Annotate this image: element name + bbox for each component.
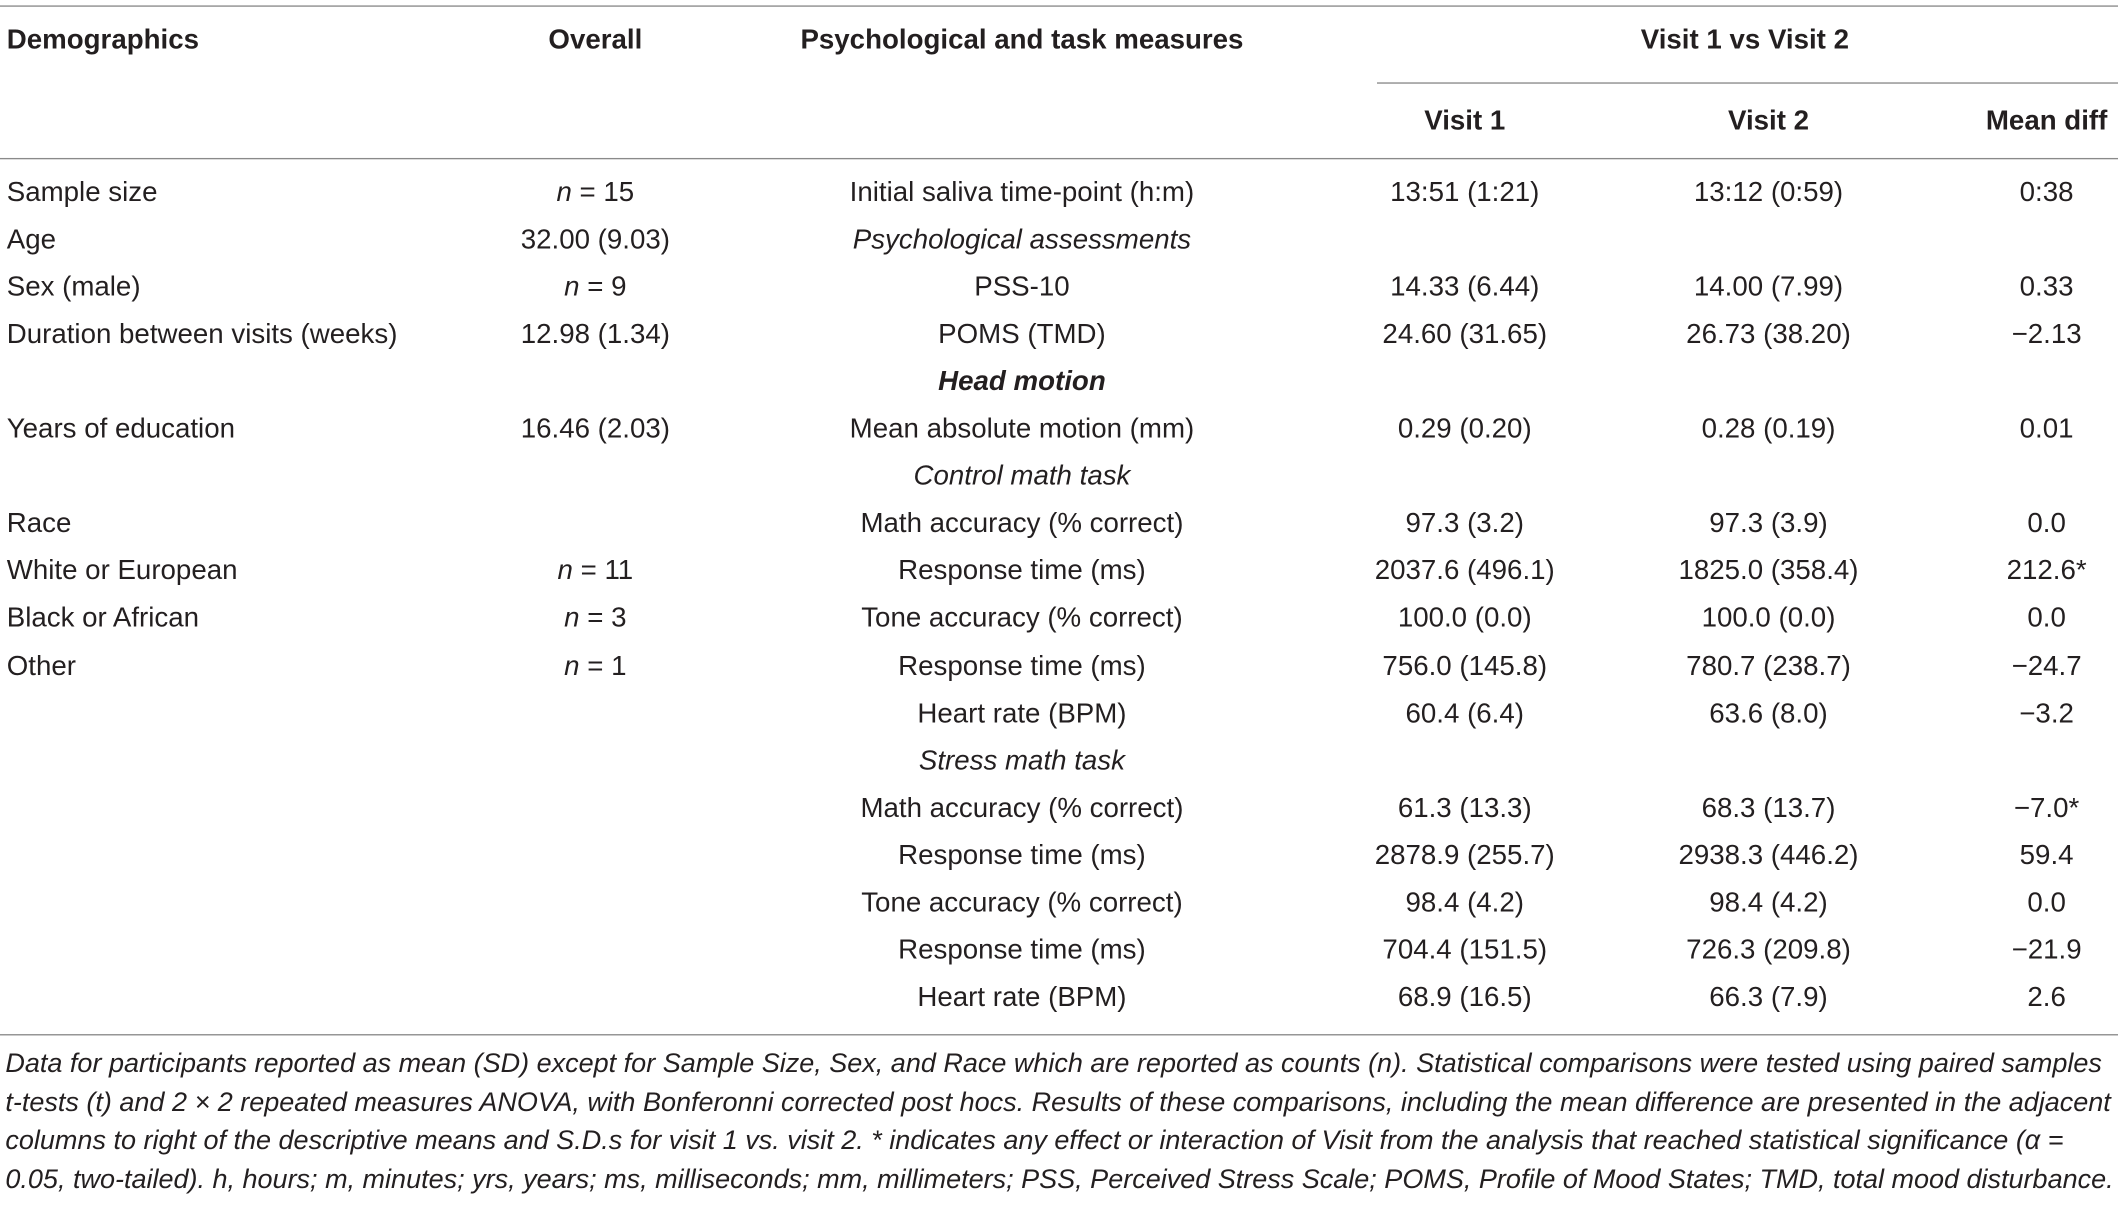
- mean-diff-value: 0:38: [2019, 176, 2074, 208]
- visit-group-rule: [1377, 82, 2118, 83]
- header-rule: [0, 158, 2118, 159]
- demographic-label: Years of education: [6, 413, 236, 445]
- mean-diff-value: 212.6*: [2006, 554, 2087, 586]
- header-measures: Psychological and task measures: [800, 24, 1244, 56]
- mean-diff-value: −21.9: [2011, 934, 2082, 966]
- demographic-label: White or European: [6, 554, 238, 586]
- demographic-label: Age: [6, 224, 57, 256]
- visit2-value: 14.00 (7.99): [1693, 271, 1844, 303]
- visit1-value: 68.9 (16.5): [1397, 981, 1532, 1013]
- demographic-value: 32.00 (9.03): [520, 224, 670, 256]
- demographic-label: Black or African: [6, 602, 200, 634]
- mean-diff-value: −24.7: [2011, 650, 2082, 682]
- measure-label: Heart rate (BPM): [917, 981, 1127, 1013]
- measure-label: Response time (ms): [898, 839, 1146, 871]
- visit1-value: 14.33 (6.44): [1390, 271, 1540, 303]
- mean-diff-value: 2.6: [2027, 981, 2066, 1013]
- demographic-value: 12.98 (1.34): [520, 318, 670, 350]
- header-visit1: Visit 1: [1424, 105, 1506, 137]
- visit2-value: 100.0 (0.0): [1701, 602, 1836, 634]
- visit2-value: 97.3 (3.9): [1709, 507, 1828, 539]
- demographic-value: n = 15: [556, 176, 635, 208]
- visit2-value: 1825.0 (358.4): [1678, 554, 1859, 586]
- visit2-value: 68.3 (13.7): [1701, 792, 1836, 824]
- measure-label: Math accuracy (% correct): [860, 507, 1184, 539]
- measure-label: Response time (ms): [898, 934, 1146, 966]
- top-rule: [0, 5, 2118, 6]
- table-footnote: Data for participants reported as mean (SD) except for Sample Size, Sex, and Race which are reported as counts (n). Statistical comparisons were tested using paired samples t-tests (t) and 2 × 2 repeated measures ANOVA, with Bonferonni corrected post hocs. Results of these comparisons, including the mean difference are presented in the adjacent columns to right of the descriptive means and S.D.s for visit 1 vs. visit 2. * indicates any effect or interaction of Visit from the analysis that reached statistical significance (α = 0.05, two-tailed). h, hours; m, minutes; yrs, years; ms, milliseconds; mm, millimeters; PSS, Perceived Stress Scale; POMS, Profile of Mood States; TMD, total mood disturbance.: [5, 1048, 2114, 1195]
- measure-label: Mean absolute motion (mm): [849, 413, 1195, 445]
- header-visit-group: Visit 1 vs Visit 2: [1640, 24, 1849, 56]
- demographic-label: Race: [6, 507, 72, 539]
- mean-diff-value: 0.0: [2027, 886, 2066, 918]
- demographic-label: Duration between visits (weeks): [6, 318, 398, 350]
- demographic-value: n = 11: [557, 554, 634, 586]
- visit1-value: 756.0 (145.8): [1382, 650, 1548, 682]
- measure-label: PSS-10: [974, 271, 1070, 303]
- demographic-value: n = 9: [564, 271, 627, 303]
- measure-label: Tone accuracy (% correct): [861, 886, 1183, 918]
- visit2-value: 98.4 (4.2): [1709, 886, 1828, 918]
- visit1-value: 2878.9 (255.7): [1374, 839, 1555, 871]
- visit2-value: 0.28 (0.19): [1701, 413, 1836, 445]
- demographic-label: Sex (male): [6, 271, 141, 303]
- mean-diff-value: 0.0: [2027, 507, 2066, 539]
- demographic-label: Sample size: [6, 176, 158, 208]
- demographic-value: n = 1: [564, 650, 627, 682]
- mean-diff-value: 0.33: [2019, 271, 2074, 303]
- section-heading: Control math task: [913, 460, 1131, 492]
- header-overall: Overall: [548, 24, 643, 56]
- measure-label: POMS (TMD): [938, 318, 1106, 350]
- visit1-value: 13:51 (1:21): [1390, 176, 1540, 208]
- mean-diff-value: 59.4: [2019, 839, 2074, 871]
- mean-diff-value: 0.01: [2019, 413, 2074, 445]
- header-demographics: Demographics: [6, 24, 199, 56]
- visit2-value: 63.6 (8.0): [1709, 697, 1828, 729]
- visit2-value: 26.73 (38.20): [1686, 318, 1851, 350]
- visit1-value: 60.4 (6.4): [1405, 697, 1524, 729]
- visit1-value: 98.4 (4.2): [1405, 886, 1524, 918]
- demographic-label: Other: [6, 650, 76, 682]
- measure-label: Initial saliva time-point (h:m): [849, 176, 1195, 208]
- header-mean-diff: Mean diff: [1985, 105, 2108, 137]
- visit1-value: 61.3 (13.3): [1397, 792, 1532, 824]
- mean-diff-value: 0.0: [2027, 602, 2066, 634]
- demographic-value: 16.46 (2.03): [520, 413, 670, 445]
- section-heading: Stress math task: [918, 745, 1125, 777]
- measure-label: Heart rate (BPM): [917, 697, 1127, 729]
- visit1-value: 97.3 (3.2): [1405, 507, 1524, 539]
- visit1-value: 704.4 (151.5): [1382, 934, 1548, 966]
- mean-diff-value: −3.2: [2019, 697, 2074, 729]
- visit1-value: 0.29 (0.20): [1397, 413, 1532, 445]
- measure-label: Response time (ms): [898, 650, 1146, 682]
- visit2-value: 66.3 (7.9): [1709, 981, 1828, 1013]
- header-visit2: Visit 2: [1727, 105, 1810, 137]
- mean-diff-value: −2.13: [2011, 318, 2082, 350]
- measure-label: Response time (ms): [898, 554, 1146, 586]
- visit2-value: 780.7 (238.7): [1686, 650, 1851, 682]
- visit1-value: 24.60 (31.65): [1382, 318, 1548, 350]
- visit1-value: 100.0 (0.0): [1397, 602, 1532, 634]
- visit2-value: 2938.3 (446.2): [1678, 839, 1859, 871]
- section-heading: Psychological assessments: [852, 224, 1192, 256]
- demographic-value: n = 3: [564, 602, 627, 634]
- mean-diff-value: −7.0*: [2013, 792, 2080, 824]
- section-heading: Head motion: [938, 365, 1106, 397]
- measure-label: Tone accuracy (% correct): [861, 602, 1183, 634]
- visit2-value: 13:12 (0:59): [1693, 176, 1844, 208]
- visit1-value: 2037.6 (496.1): [1374, 554, 1555, 586]
- bottom-rule: [0, 1034, 2118, 1035]
- measure-label: Math accuracy (% correct): [860, 792, 1184, 824]
- visit2-value: 726.3 (209.8): [1686, 934, 1851, 966]
